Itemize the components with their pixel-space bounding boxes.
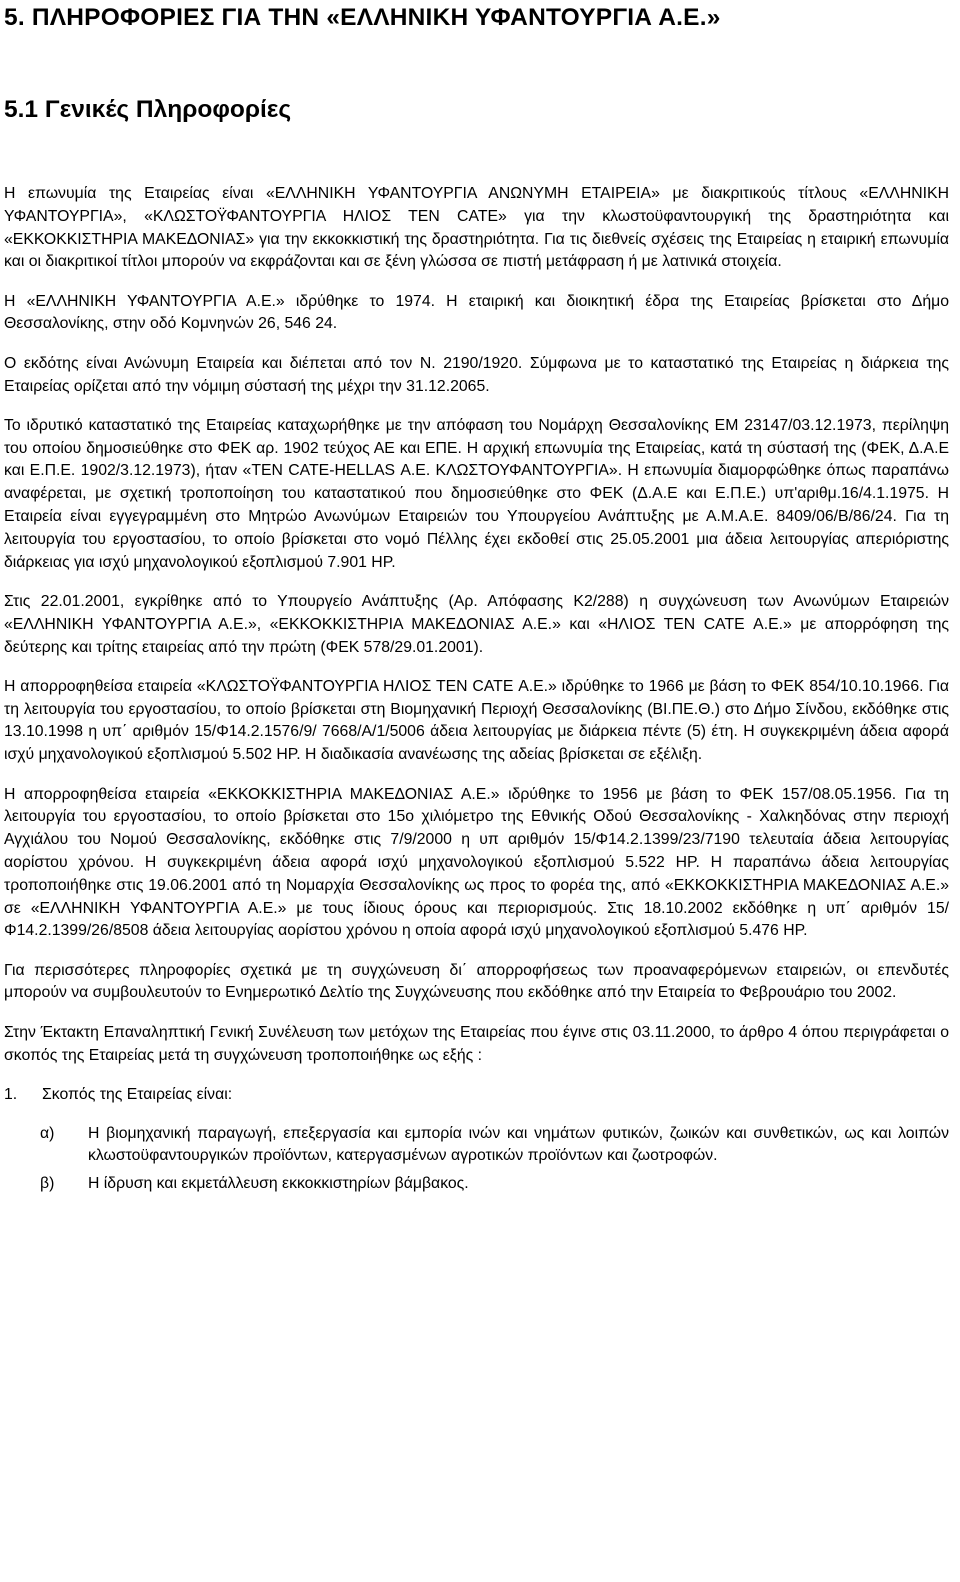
paragraph-company-name: Η επωνυμία της Εταιρείας είναι «ΕΛΛΗΝΙΚΗ ΥΦΑΝΤΟΥΡΓΙΑ ΑΝΩΝΥΜΗ ΕΤΑΙΡΕΙΑ» με διακριτικούς τίτλους «ΕΛΛΗΝΙΚΗ ΥΦΑΝΤΟΥΡΓΙΑ», «ΚΛΩΣΤΟΫΦΑΝΤΟΥΡΓΙΑ ΗΛΙΟΣ ΤΕΝ CATE» για την κλωστοϋφαντουργική της δραστηριότητα και «ΕΚΚΟΚΚΙΣΤΗΡΙΑ ΜΑΚΕΔΟΝΙΑΣ» για την εκκοκκιστική της δραστηριότητα. Για τις διεθνείς σχέσεις της Εταιρείας η εταιρική επωνυμία και οι διακριτικοί τίτλοι μπορούν να εκφράζονται και σε ξένη γλώσσα σε πιστή μετάφραση ή με λατινικά στοιχεία. [4,185,949,271]
paragraph-general-assembly: Στην Έκτακτη Επαναληπτική Γενική Συνέλευση των μετόχων της Εταιρείας που έγινε στις 03.11.2000, το άρθρο 4 όπου περιγράφεται ο σκοπός της Εταιρείας μετά τη συγχώνευση τροποποιήθηκε ως εξής : [4,1023,949,1064]
sub-item-text: Η ίδρυση και εκμετάλλευση εκκοκκιστηρίων βάμβακος. [88,1175,469,1193]
paragraph-more-info: Για περισσότερες πληροφορίες σχετικά με τη συγχώνευση δι΄ απορροφήσεως των προαναφερόμενων εταιρειών, οι επενδυτές μπορούν να συμβουλευτούν το Ενημερωτικό Δελτίο της Συγχώνευσης που εκδόθηκε από την Εταιρεία το Φεβρουάριο του 2002. [4,961,949,1002]
paragraph-articles: Το ιδρυτικό καταστατικό της Εταιρείας καταχωρήθηκε με την απόφαση του Νομάρχη Θεσσαλονίκης ΕΜ 23147/03.12.1973, περίληψη του οποίου δημοσιεύθηκε στο ΦΕΚ αρ. 1902 τεύχος ΑΕ και ΕΠΕ. Η αρχική επωνυμία της Εταιρείας, κατά τη σύστασή της (ΦΕΚ, Δ.Α.Ε και Ε.Π.Ε. 1902/3.12.1973), ήταν «ΤΕΝ CATE-HELLAS Α.Ε. ΚΛΩΣΤΟΥΦΑΝΤΟΥΡΓΙΑ». Η επωνυμία διαμορφώθηκε όπως παραπάνω αναφέρεται, με σχετική τροποποίηση του καταστατικού που δημοσιεύθηκε στο ΦΕΚ (Δ.Α.Ε και Ε.Π.Ε.) υπ'αριθμ.16/4.1.1975. Η Εταιρεία είναι εγγεγραμμένη στο Μητρώο Ανωνύμων Εταιρειών του Υπουργείου Ανάπτυξης με Α.Μ.Α.Ε. 8409/06/Β/86/24. Για τη λειτουργία του εργοστασίου, το οποίο βρίσκεται στο νομό Πέλλης έχει εκδοθεί στις 25.05.2001 μια άδεια λειτουργίας απεριόριστης διάρκειας για ισχύ μηχανολογικού εξοπλισμού 7.901 HP. [4,416,949,571]
paragraph-legal-form: Ο εκδότης είναι Ανώνυμη Εταιρεία και διέπεται από τον Ν. 2190/1920. Σύμφωνα με το καταστατικό της Εταιρείας η διάρκεια της Εταιρείας ορίζεται από την νόμιμη σύστασή της μέχρι την 31.12.2065. [4,354,949,395]
numbered-item-number: 1. [4,1085,18,1103]
numbered-item [4,1084,949,1107]
sub-item-mark: α) [40,1124,55,1142]
paragraph-ekkokkistiria: Η απορροφηθείσα εταιρεία «ΕΚΚΟΚΚΙΣΤΗΡΙΑ ΜΑΚΕΔΟΝΙΑΣ Α.Ε.» ιδρύθηκε το 1956 με βάση το ΦΕΚ 157/08.05.1956. Για τη λειτουργία του εργοστασίου, το οποίο βρίσκεται στο 15ο χιλιόμετρο της Εθνικής Οδού Θεσσαλονίκης - Χαλκηδόνας στην περιοχή Αγχιάλου του Νομού Θεσσαλονίκης, εκδόθηκε στις 7/9/2000 η υπ αριθμόν 15/Φ14.2.1399/23/7190 τελευταία άδεια λειτουργίας αορίστου χρόνου. Η συγκεκριμένη άδεια αφορά ισχύ μηχανολογικού εξοπλισμού 5.522 HP. Η παραπάνω άδεια λειτουργίας τροποποιήθηκε στις 19.06.2001 από τη Νομαρχία Θεσσαλονίκης ως προς το φορέα της, από «ΕΚΚΟΚΚΙΣΤΗΡΙΑ ΜΑΚΕΔΟΝΙΑΣ Α.Ε.» σε «ΕΛΛΗΝΙΚΗ ΥΦΑΝΤΟΥΡΓΙΑ Α.Ε.» με τους ίδιους όρους και περιορισμούς. Στις 18.10.2002 εκδόθηκε η υπ΄ αριθμόν 15/Φ14.2.1399/26/8508 άδεια λειτουργίας αορίστου χρόνου η οποία αφορά ισχύ μηχανολογικού εξοπλισμού 5.476 HP. [4,785,949,940]
sub-item-mark: β) [40,1175,55,1193]
paragraph-founding: Η «ΕΛΛΗΝΙΚΗ ΥΦΑΝΤΟΥΡΓΙΑ Α.Ε.» ιδρύθηκε το 1974. Η εταιρική και διοικητική έδρα της Εταιρείας βρίσκεται στο Δήμο Θεσσαλονίκης, στην οδό Κομνηνών 26, 546 24. [4,292,949,333]
sub-item-text: Η βιομηχανική παραγωγή, επεξεργασία και εμπορία ινών και νημάτων φυτικών, ζωικών και συνθετικών, ως και λοιπών κλωστοϋφαντουργικών προϊόντων, κατεργασμένων αγροτικών προϊόντων και ζωοτροφών. [88,1124,949,1165]
paragraph-ilios: Η απορροφηθείσα εταιρεία «ΚΛΩΣΤΟΫΦΑΝΤΟΥΡΓΙΑ ΗΛΙΟΣ ΤΕΝ CATE Α.Ε.» ιδρύθηκε το 1966 με βάση το ΦΕΚ 854/10.10.1966. Για τη λειτουργία του εργοστασίου, το οποίο βρίσκεται στη Βιομηχανική Περιοχή Θεσσαλονίκης (ΒΙ.ΠΕ.Θ.) στο Δήμο Σίνδου, εκδόθηκε στις 13.10.1998 η υπ΄ αριθμόν 15/Φ14.2.1576/9/ 7668/Α/1/5006 άδεια λειτουργίας με διάρκεια πέντε (5) έτη. Η συγκεκριμένη άδεια αφορά ισχύ μηχανολογικού εξοπλισμού 5.502 HP. Η διαδικασία ανανέωσης της αδείας βρίσκεται σε εξέλιξη. [4,677,949,764]
sub-item-b [4,1173,949,1196]
subsection-title: 5.1 Γενικές Πληροφορίες [4,96,292,123]
numbered-item-text: Σκοπός της Εταιρείας είναι: [42,1085,233,1103]
paragraph-merger: Στις 22.01.2001, εγκρίθηκε από το Υπουργείο Ανάπτυξης (Αρ. Απόφασης Κ2/288) η συγχώνευση των Ανωνύμων Εταιρειών «ΕΛΛΗΝΙΚΗ ΥΦΑΝΤΟΥΡΓΙΑ Α.Ε.», «ΕΚΚΟΚΚΙΣΤΗΡΙΑ ΜΑΚΕΔΟΝΙΑΣ Α.Ε.» και «ΗΛΙΟΣ ΤΕΝ CATE Α.Ε.» με απορρόφηση της δεύτερης και τρίτης εταιρείας από την πρώτη (ΦΕΚ 578/29.01.2001). [4,592,949,656]
body-text [4,183,949,1201]
section-title: 5. ΠΛΗΡΟΦΟΡΙΕΣ ΓΙΑ ΤΗΝ «ΕΛΛΗΝΙΚΗ ΥΦΑΝΤΟΥΡΓΙΑ Α.Ε.» [4,4,721,31]
sub-item-a [4,1123,949,1169]
